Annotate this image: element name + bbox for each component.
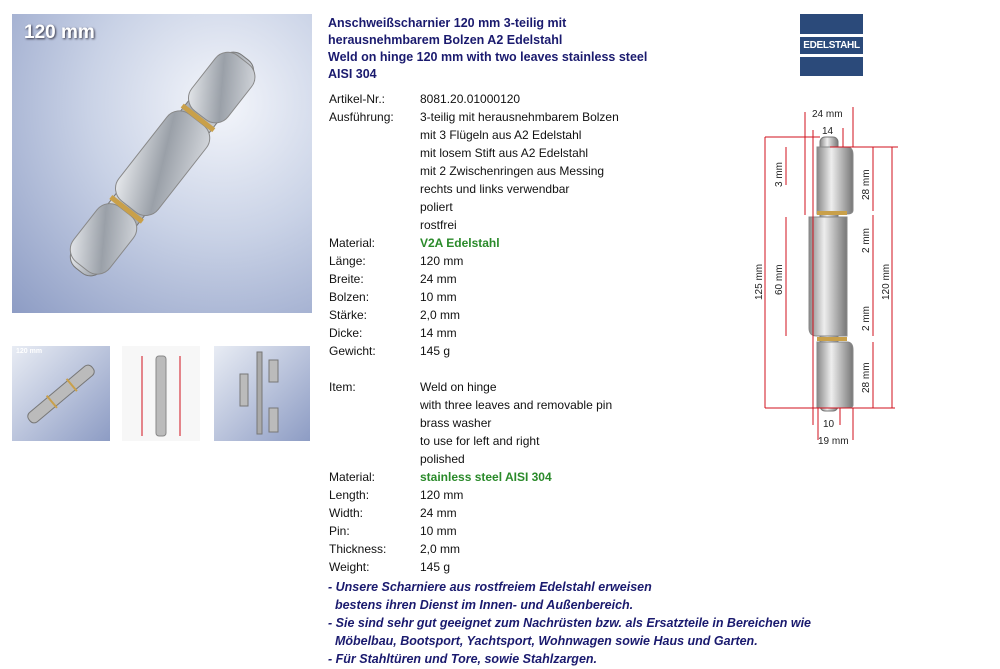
spec-value: 2,0 mm [420, 542, 461, 556]
spec-label: Material: [329, 236, 376, 250]
spec-value: Weld on hinge [420, 380, 497, 394]
spec-row [329, 360, 619, 378]
spec-label: Stärke: [329, 308, 368, 322]
spec-label [329, 198, 420, 216]
dim-pin: 10 [823, 419, 835, 430]
product-title [328, 15, 688, 83]
spec-label: Bolzen: [329, 290, 370, 304]
note-line: - Für Stahltüren und Tore, sowie Stahlzargen. [328, 652, 598, 666]
spec-value: rostfrei [420, 218, 457, 232]
spec-value: 2,0 mm [420, 308, 461, 322]
product-notes [328, 578, 811, 668]
thumbnail-1[interactable] [12, 346, 110, 441]
dim-pin-top: 3 mm [774, 162, 785, 187]
note-line: bestens ihren Dienst im Innen- und Außenbereich. [328, 598, 634, 612]
spec-row [329, 414, 619, 432]
spec-row [329, 486, 619, 504]
spec-value: V2A Edelstahl [420, 236, 500, 250]
title-line: Weld on hinge 120 mm with two leaves stainless steel [328, 50, 648, 64]
spec-row [329, 324, 619, 342]
spec-value: 24 mm [420, 272, 457, 286]
spec-label: Breite: [329, 272, 364, 286]
spec-label [329, 396, 420, 414]
spec-value: 120 mm [420, 488, 464, 502]
thumbnail-badge: 120 mm [16, 348, 43, 355]
spec-row [329, 540, 619, 558]
spec-label: Länge: [329, 254, 366, 268]
dim-leaf-bottom: 28 mm [861, 362, 872, 393]
spec-label: Material: [329, 470, 376, 484]
spec-label [329, 180, 420, 198]
spec-row [329, 450, 619, 468]
spec-value: 14 mm [420, 326, 457, 340]
spec-value: 8081.20.01000120 [420, 92, 521, 106]
spec-value: mit 2 Zwischenringen aus Messing [420, 164, 605, 178]
spec-label [329, 360, 420, 378]
dim-ring-2: 2 mm [861, 306, 872, 331]
dim-middle: 60 mm [774, 264, 785, 295]
spec-value: 120 mm [420, 254, 464, 268]
spec-row [329, 108, 619, 126]
spec-label [329, 414, 420, 432]
spec-label [329, 162, 420, 180]
spec-label: Artikel-Nr.: [329, 92, 386, 106]
spec-label: Thickness: [329, 542, 387, 556]
spec-value: polished [420, 452, 465, 466]
spec-value: rechts und links verwendbar [420, 182, 570, 196]
dim-width-top: 24 mm [812, 109, 843, 120]
spec-value: brass washer [420, 416, 492, 430]
spec-value: 145 g [420, 344, 451, 358]
spec-label [329, 126, 420, 144]
dim-total-left: 125 mm [754, 263, 765, 300]
spec-label: Pin: [329, 524, 350, 538]
title-line: herausnehmbarem Bolzen A2 Edelstahl [328, 33, 563, 47]
dim-thickness: 14 [822, 126, 834, 137]
spec-label: Item: [329, 380, 356, 394]
title-line: Anschweißscharnier 120 mm 3-teilig mit [328, 16, 567, 30]
size-badge: 120 mm [24, 22, 95, 43]
title-line: AISI 304 [328, 67, 377, 81]
spec-value: with three leaves and removable pin [420, 398, 613, 412]
spec-label: Weight: [329, 560, 370, 574]
note-line: - Unsere Scharniere aus rostfreiem Edelstahl erweisen [328, 580, 652, 594]
edelstahl-logo [800, 14, 863, 76]
spec-value: mit 3 Flügeln aus A2 Edelstahl [420, 128, 582, 142]
spec-value: poliert [420, 200, 453, 214]
dimension-diagram [720, 95, 920, 450]
spec-row [329, 162, 619, 180]
spec-label: Length: [329, 488, 370, 502]
thumbnail-2[interactable] [122, 346, 200, 441]
dim-width-bottom: 19 mm [818, 436, 849, 447]
spec-row [329, 252, 619, 270]
spec-label: Dicke: [329, 326, 363, 340]
note-line: - Sie sind sehr gut geeignet zum Nachrüsten bzw. als Ersatzteile in Bereichen wie [328, 616, 811, 630]
spec-label [329, 216, 420, 234]
spec-row [329, 180, 619, 198]
spec-row [329, 558, 619, 576]
spec-value: 10 mm [420, 290, 457, 304]
spec-label: Ausführung: [329, 110, 394, 124]
spec-row [329, 522, 619, 540]
spec-value: to use for left and right [420, 434, 540, 448]
spec-row [329, 144, 619, 162]
spec-value: 145 g [420, 560, 451, 574]
spec-row [329, 432, 619, 450]
dim-total-right: 120 mm [881, 263, 892, 300]
spec-value: 10 mm [420, 524, 457, 538]
spec-row [329, 396, 619, 414]
spec-row [329, 504, 619, 522]
dim-ring-1: 2 mm [861, 228, 872, 253]
logo-text: EDELSTAHL [803, 40, 860, 51]
spec-value: 3-teilig mit herausnehmbarem Bolzen [420, 110, 619, 124]
spec-value: mit losem Stift aus A2 Edelstahl [420, 146, 589, 160]
spec-row [329, 288, 619, 306]
spec-value: 24 mm [420, 506, 457, 520]
spec-row [329, 234, 619, 252]
spec-table [329, 90, 619, 576]
spec-row [329, 468, 619, 486]
hinge-photo [12, 14, 312, 313]
spec-row [329, 216, 619, 234]
spec-row [329, 270, 619, 288]
spec-row [329, 198, 619, 216]
spec-label [329, 144, 420, 162]
spec-row [329, 342, 619, 360]
spec-value: stainless steel AISI 304 [420, 470, 552, 484]
thumbnail-3[interactable] [214, 346, 310, 441]
spec-row [329, 126, 619, 144]
product-main-image[interactable] [12, 14, 312, 313]
dim-leaf-top: 28 mm [861, 169, 872, 200]
spec-row [329, 90, 619, 108]
spec-label [329, 432, 420, 450]
spec-label [329, 450, 420, 468]
spec-label: Gewicht: [329, 344, 376, 358]
spec-row [329, 306, 619, 324]
spec-row [329, 378, 619, 396]
spec-label: Width: [329, 506, 364, 520]
note-line: Möbelbau, Bootsport, Yachtsport, Wohnwagen sowie Haus und Garten. [328, 634, 758, 648]
